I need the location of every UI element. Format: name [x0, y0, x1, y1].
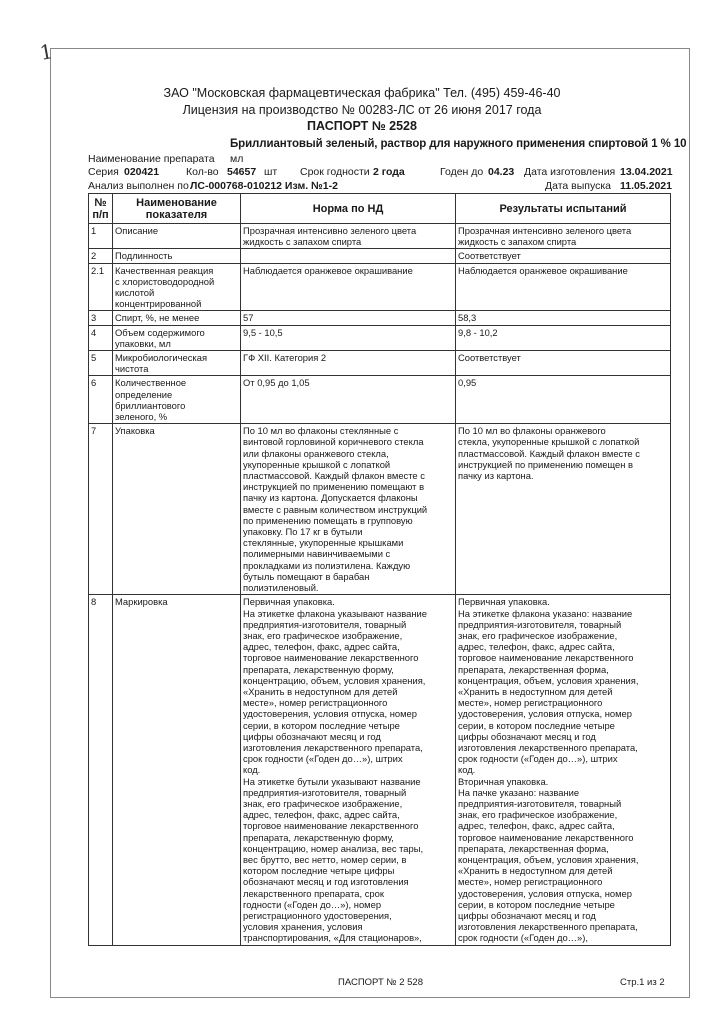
table-row: [89, 249, 671, 263]
table-row: [89, 224, 671, 249]
row-result: Первичная упаковка. На этикетке флакона указано: название предприятия-изготовителя, товарный знак, его графическое изображение, адрес, телефон, факс, адрес сайта, торговое наименование лекарственного препарата, лекарственная форма, концентрация, объем, условия хранения, «Хранить в недоступном для детей месте», номер регистрационного удостоверения, условия отпуска, номер серии, в котором последние четыре цифры обозначают месяц и год изготовления лекарственного препарата, срок годности («Годен до…»), штрих код. Вторичная упаковка. На пачке указано: название предприятия-изготовителя, товарный знак, его графическое изображение, адрес, телефон, факс, адрес сайта, торговое наименование лекарственного препарата, лекарственная форма, концентрация, объем, условия хранения, «Хранить в недоступном для детей месте», номер регистрационного удостоверения, условия отпуска, номер серии, в котором последние четыре цифры обозначают месяц и год изготовления лекарственного препарата, срок годности («Годен до…»),: [456, 595, 671, 945]
row-num: 6: [89, 376, 113, 424]
qty-unit: шт: [264, 166, 278, 178]
row-name: Объем содержимого упаковки, мл: [113, 325, 241, 350]
shelf-value: 2 года: [373, 166, 405, 178]
row-norm: Первичная упаковка. На этикетке флакона указывают название предприятия-изготовителя, товарный знак, его графическое изображение, адрес, телефон, факс, адрес сайта, торговое наименование лекарственного препарата, лекарственную форму, концентрацию, объем, условия хранения, «Хранить в недоступном для детей месте», номер регистрационного удостоверения, условия отпуска, номер серии, в котором последние четыре цифры обозначают месяц и год изготовления лекарственного препарата, срок годности («Годен до…»), штрих код. На этикетке бутыли указывают название предприятия-изготовителя, товарный знак, его графическое изображение, адрес, телефон, факс, адрес сайта, торговое наименование лекарственного препарата, лекарственную форму, концентрацию, номер анализа, вес тары, вес брутто, вес нетто, номер серии, в котором последние четыре цифры обозначают месяц и год изготовления лекарственного препарата, срок годности («Годен до…»), номер регистрационного удостоверения, условия хранения, условия транспортирования, «Для стационаров»,: [241, 595, 456, 945]
row-num: 2.1: [89, 263, 113, 311]
row-name: Количественное определение бриллиантового зеленого, %: [113, 376, 241, 424]
row-result: Соответствует: [456, 249, 671, 263]
series-label: Серия: [88, 166, 119, 178]
row-num: 7: [89, 424, 113, 595]
product-name: Бриллиантовый зеленый, раствор для наружного применения спиртовой 1 % 10: [230, 138, 687, 150]
license-line: Лицензия на производство № 00283-ЛС от 26 июня 2017 года: [182, 103, 542, 117]
row-name: Описание: [113, 224, 241, 249]
row-result: 58,3: [456, 311, 671, 325]
row-result: 9,8 - 10,2: [456, 325, 671, 350]
row-result: Наблюдается оранжевое окрашивание: [456, 263, 671, 311]
handwritten-mark: 1: [38, 39, 55, 65]
company-line: ЗАО "Московская фармацевтическая фабрика" Тел. (495) 459-46-40: [163, 86, 561, 100]
col-header-name: Наименование показателя: [113, 194, 241, 224]
series-value: 020421: [124, 166, 160, 178]
table-header-row: [89, 194, 671, 224]
product-label: Наименование препарата: [88, 153, 215, 165]
row-norm: Наблюдается оранжевое окрашивание: [241, 263, 456, 311]
made-value: 13.04.2021: [620, 166, 673, 178]
row-num: 4: [89, 325, 113, 350]
row-name: Подлинность: [113, 249, 241, 263]
table-row: [89, 595, 671, 945]
made-label: Дата изготовления: [524, 166, 616, 178]
table-row: [89, 376, 671, 424]
row-result: Соответствует: [456, 351, 671, 376]
valid-value: 04.23: [488, 166, 515, 178]
col-header-result: Результаты испытаний: [456, 194, 671, 224]
footer-passport: ПАСПОРТ № 2 528: [338, 977, 423, 988]
row-num: 2: [89, 249, 113, 263]
row-name: Маркировка: [113, 595, 241, 945]
col-header-norm: Норма по НД: [241, 194, 456, 224]
col-header-num: № п/п: [89, 194, 113, 224]
row-result: Прозрачная интенсивно зеленого цвета жидкость с запахом спирта: [456, 224, 671, 249]
analysis-label: Анализ выполнен по: [88, 180, 189, 192]
valid-label: Годен до: [440, 166, 484, 178]
analysis-value: ЛС-000768-010212 Изм. №1-2: [190, 180, 338, 192]
row-name: Качественная реакция с хлористоводородной кислотой концентрированной: [113, 263, 241, 311]
row-norm: [241, 249, 456, 263]
table-row: [89, 351, 671, 376]
footer-page-number: Стр.1 из 2: [620, 977, 665, 988]
table-row: [89, 424, 671, 595]
row-name: Спирт, %, не менее: [113, 311, 241, 325]
passport-title: ПАСПОРТ № 2528: [307, 119, 417, 133]
row-norm: ГФ XII. Категория 2: [241, 351, 456, 376]
row-num: 5: [89, 351, 113, 376]
release-label: Дата выпуска: [545, 180, 612, 192]
row-norm: Прозрачная интенсивно зеленого цвета жидкость с запахом спирта: [241, 224, 456, 249]
row-num: 3: [89, 311, 113, 325]
release-value: 11.05.2021: [620, 180, 672, 192]
row-num: 1: [89, 224, 113, 249]
shelf-label: Срок годности: [300, 166, 370, 178]
row-name: Микробиологическая чистота: [113, 351, 241, 376]
row-norm: 9,5 - 10,5: [241, 325, 456, 350]
row-norm: По 10 мл во флаконы стеклянные с винтовой горловиной коричневого стекла или флаконы оранжевого стекла, укупоренные крышкой с лопаткой пластмассовой. Каждый флакон вместе с инструкцией по применению помещают в пачку из картона. Допускается флаконы вместе с равным количеством инструкций по применению помещать в групповую упаковку. По 17 кг в бутыли стеклянные, укупоренные крышками полимерными навинчиваемыми с прокладками из полиэтилена. Каждую бутыль помещают в барабан полиэтиленовый.: [241, 424, 456, 595]
quality-table: [88, 193, 671, 946]
table-row: [89, 311, 671, 325]
table-row: [89, 263, 671, 311]
row-result: 0,95: [456, 376, 671, 424]
product-unit: мл: [230, 153, 244, 165]
row-norm: От 0,95 до 1,05: [241, 376, 456, 424]
row-num: 8: [89, 595, 113, 945]
row-norm: 57: [241, 311, 456, 325]
row-result: По 10 мл во флаконы оранжевого стекла, укупоренные крышкой с лопаткой пластмассовой. Каждый флакон вместе с инструкцией по применению помещен в пачку из картона.: [456, 424, 671, 595]
row-name: Упаковка: [113, 424, 241, 595]
qty-value: 54657: [227, 166, 257, 178]
qty-label: Кол-во: [186, 166, 219, 178]
table-row: [89, 325, 671, 350]
